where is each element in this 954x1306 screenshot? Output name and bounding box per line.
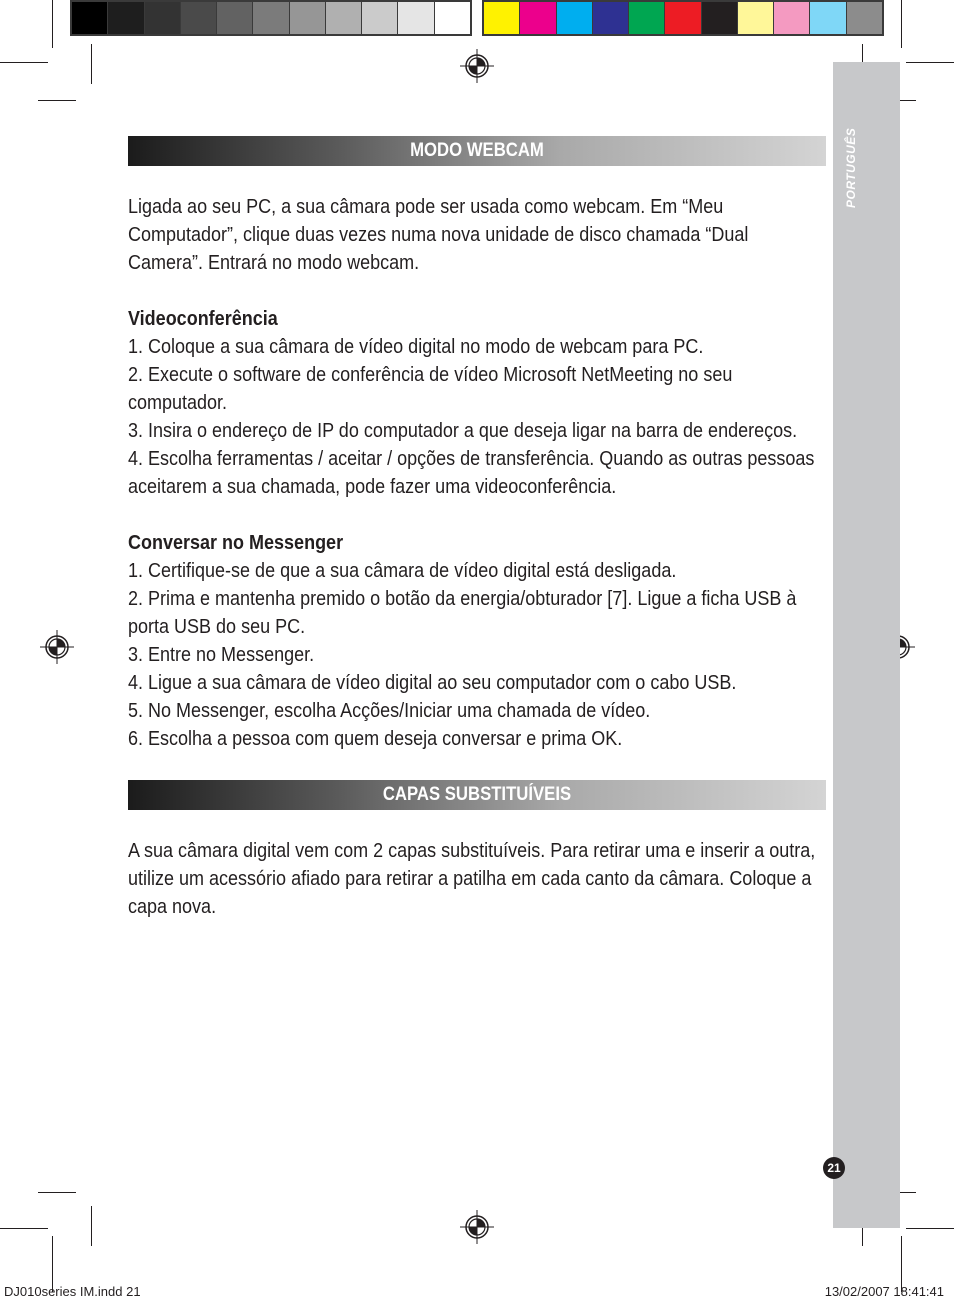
- color-calibration-bar: [482, 0, 884, 36]
- list-item: 2. Execute o software de conferência de vídeo Microsoft NetMeeting no seu computador.: [128, 364, 733, 414]
- language-side-tab: [833, 62, 900, 1228]
- color-swatch: [665, 2, 701, 34]
- videoconference-heading: Videoconferência: [128, 308, 278, 330]
- gray-swatch: [253, 2, 289, 34]
- registration-mark-bottom: [460, 1210, 494, 1244]
- list-item: 6. Escolha a pessoa com quem deseja conversar e prima OK.: [128, 728, 623, 750]
- list-item: 5. No Messenger, escolha Acções/Iniciar uma chamada de vídeo.: [128, 700, 651, 722]
- gray-swatch: [326, 2, 362, 34]
- color-swatch: [557, 2, 593, 34]
- intro-paragraph: Ligada ao seu PC, a sua câmara pode ser usada como webcam. Em “Meu Computador”, clique duas vezes numa nova unidade de disco chamada “Dual Camera”. Entrará no modo webcam.: [128, 196, 749, 274]
- messenger-heading: Conversar no Messenger: [128, 532, 344, 554]
- covers-paragraph: A sua câmara digital vem com 2 capas substituíveis. Para retirar uma e inserir a outra, utilize um acessório afiado para retirar a patilha em cada canto da câmara. Coloque a capa nova.: [128, 840, 816, 918]
- gray-swatch: [290, 2, 326, 34]
- list-item: 1. Certifique-se de que a sua câmara de vídeo digital está desligada.: [128, 560, 677, 582]
- language-tab-label: PORTUGUÊS: [844, 127, 858, 209]
- list-item: 3. Insira o endereço de IP do computador a que deseja ligar na barra de endereços.: [128, 420, 798, 442]
- color-swatch: [810, 2, 846, 34]
- color-swatch: [520, 2, 556, 34]
- list-item: 3. Entre no Messenger.: [128, 644, 315, 666]
- color-swatch: [738, 2, 774, 34]
- registration-mark-top: [460, 49, 494, 83]
- list-item: 4. Ligue a sua câmara de vídeo digital ao seu computador com o cabo USB.: [128, 672, 737, 694]
- section-title: MODO WEBCAM: [410, 140, 544, 161]
- grayscale-calibration-bar: [70, 0, 472, 36]
- footer-filename: DJ010series IM.indd 21: [4, 1284, 141, 1299]
- gray-swatch: [362, 2, 398, 34]
- gray-swatch: [217, 2, 253, 34]
- registration-mark-left: [40, 630, 74, 664]
- list-item: 4. Escolha ferramentas / aceitar / opções de transferência. Quando as outras pessoas aceitarem a sua chamada, pode fazer uma videoconferência.: [128, 448, 815, 498]
- section-title: CAPAS SUBSTITUÍVEIS: [382, 784, 572, 805]
- covers-section-body: [128, 837, 828, 921]
- color-swatch: [629, 2, 665, 34]
- gray-swatch: [181, 2, 217, 34]
- gray-swatch: [145, 2, 181, 34]
- gray-swatch: [72, 2, 108, 34]
- section-header-webcam: [128, 136, 826, 166]
- color-swatch: [702, 2, 738, 34]
- section-header-covers: [128, 780, 826, 810]
- color-swatch: [847, 2, 882, 34]
- gray-swatch: [108, 2, 144, 34]
- page-number: 21: [823, 1157, 845, 1179]
- color-swatch: [774, 2, 810, 34]
- list-item: 2. Prima e mantenha premido o botão da energia/obturador [7]. Ligue a ficha USB à porta USB do seu PC.: [128, 588, 797, 638]
- webcam-section-body: [128, 193, 828, 753]
- color-swatch: [484, 2, 520, 34]
- gray-swatch: [398, 2, 434, 34]
- color-swatch: [593, 2, 629, 34]
- list-item: 1. Coloque a sua câmara de vídeo digital no modo de webcam para PC.: [128, 336, 704, 358]
- footer-datetime: 13/02/2007 18:41:41: [824, 1284, 944, 1299]
- gray-swatch: [435, 2, 470, 34]
